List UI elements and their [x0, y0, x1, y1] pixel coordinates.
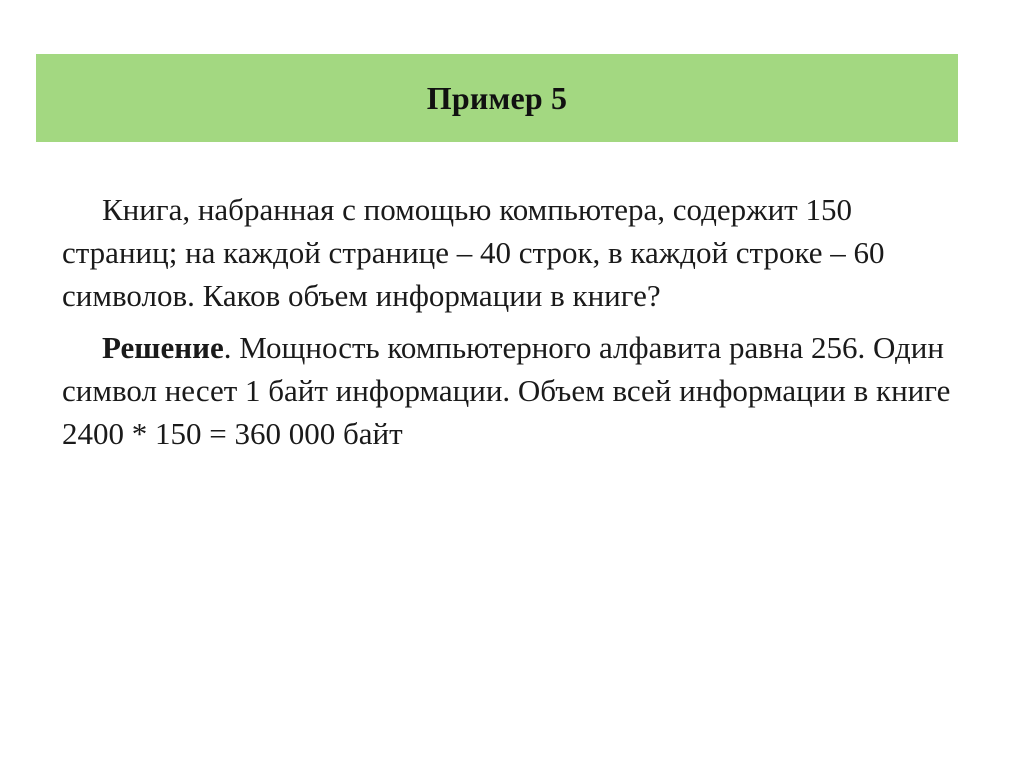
solution-paragraph — [62, 326, 962, 455]
slide-content — [62, 188, 962, 455]
solution-label: Решение — [102, 330, 224, 365]
problem-paragraph: Книга, набранная с помощью компьютера, содержит 150 страниц; на каждой странице – 40 строк, в каждой строке – 60 символов. Каков объем информации в книге? — [62, 192, 885, 313]
slide-title: Пример 5 — [426, 79, 568, 116]
title-bar — [36, 54, 958, 142]
solution-text: . Мощность компьютерного алфавита равна 256. Один символ несет 1 байт информации. Объем всей информации в книге 2400 * 150 = 360 000 байт — [62, 330, 951, 451]
